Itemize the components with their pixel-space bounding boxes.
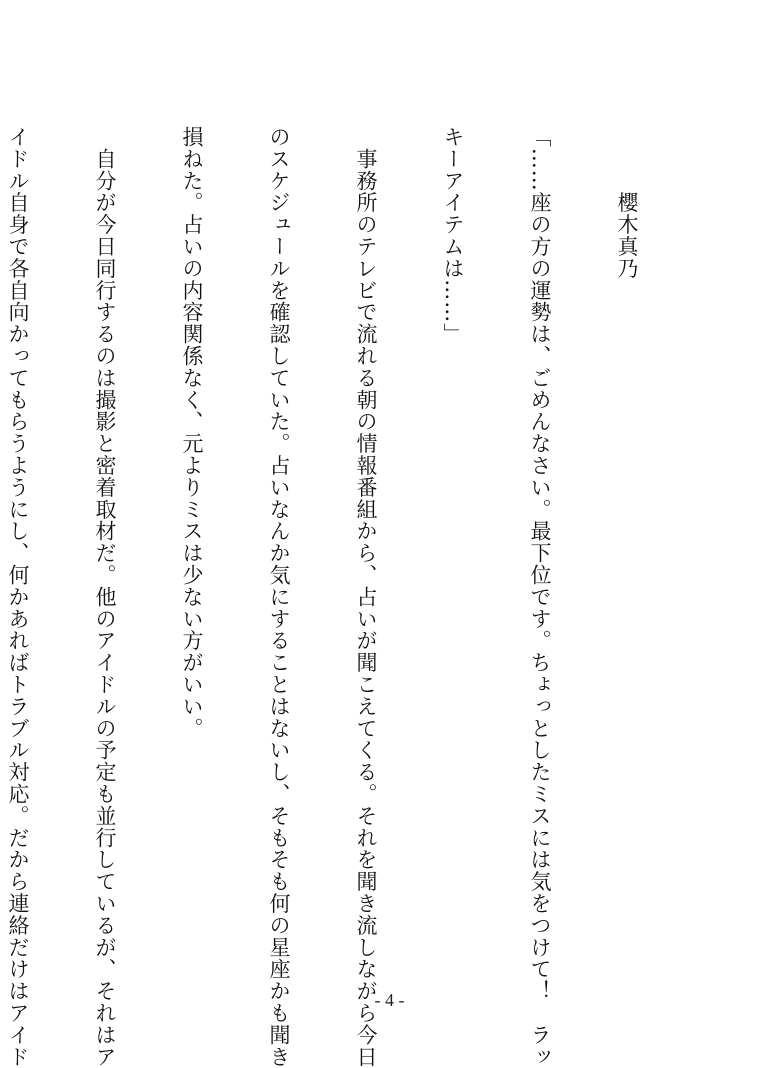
vertical-text-body <box>6 126 699 1068</box>
text-line: 事務所のテレビで流れる朝の情報番組から、占いが聞こえてくる。それを聞き流しながら今日 <box>354 126 378 1068</box>
text-line: のスケジュールを確認していた。占いなんか気にすることはないし、そもそも何の星座かも聞き <box>267 126 291 1068</box>
text-line: キーアイテムは……」 <box>441 126 465 345</box>
text-line: 「……座の方の運勢は、ごめんなさい。最下位です。ちょっとしたミスには気をつけて！ ラッ <box>528 126 552 1068</box>
page-number: - 4 - <box>374 990 405 1010</box>
chapter-title: 櫻木真乃 <box>615 126 639 280</box>
text-line: 損ねた。占いの内容関係なく、元よりミスは少ない方がいい。 <box>180 126 204 740</box>
text-line: イドル自身で各自向かってもらうようにし、何かあればトラブル対応。だから連絡だけはアイド <box>6 126 30 1068</box>
text-line: 自分が今日同行するのは撮影と密着取材だ。他のアイドルの予定も並行しているが、それはア <box>93 126 117 1068</box>
